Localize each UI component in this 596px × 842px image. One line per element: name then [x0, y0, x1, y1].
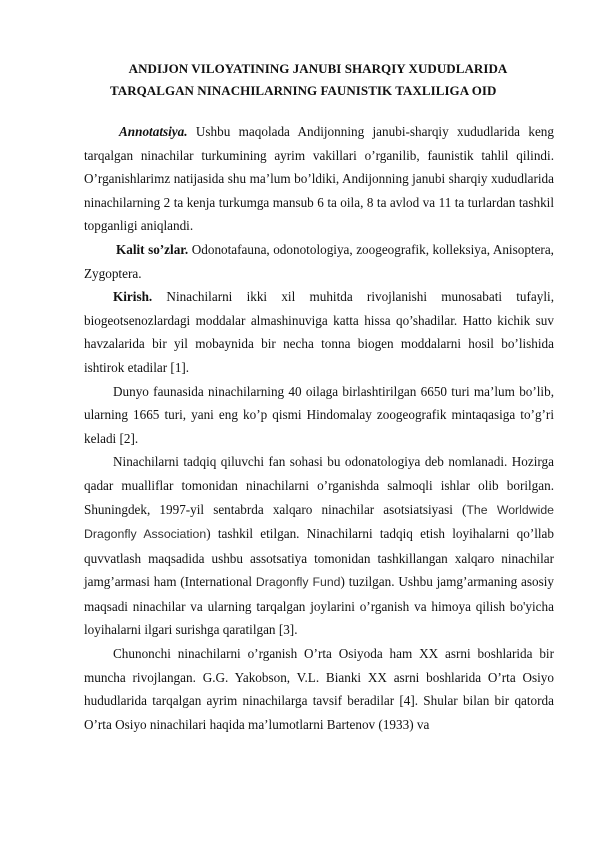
paragraph-4: Chunonchi ninachilarni o’rganish O’rta Osiyoda ham XX asrni boshlarida bir muncha rivojlangan. G.G. Yakobson, V.L. Bianki XX asrni boshlarida O’rta Osiyo hududlarida tarqalgan ayrim ninachilarga tavsif beradilar [4]. Shular bilan bir qatorda O’rta Osiyo ninachilari haqida ma’lumotlarni Bartenov (1933) va: [84, 646, 554, 732]
keywords-text: Odonotafauna, odonotologiya, zoogeografik, kolleksiya, Anisoptera, Zygoptera.: [84, 241, 554, 281]
introduction-text: Ninachilarni ikki xil muhitda rivojlanishi munosabati tufayli, biogeotsenozlardagi moddalar almashinuviga katta hissa qo’shadilar. Hatto kichik suv havzalarida bir yil mobaynida bir necha tonna biogen moddalarni hosil bo’lishida ishtirok etadilar [1].: [84, 289, 554, 375]
abstract-label: Annotatsiya.: [119, 124, 188, 139]
abstract-text: Ushbu maqolada Andijonning janubi-sharqiy xududlarida keng tarqalgan ninachilar turkumining ayrim vakillari o’rganilib, faunistik tahlil qilindi. O’rganishlarimz natijasida shu ma’lum bo’ldiki, Andijonning janubi sharqiy xududlarida ninachilarning 2 ta kenja turkumga mansub 6 ta oila, 8 ta avlod va 11 ta turlardan tashkil topganligi aniqlandi.: [84, 124, 554, 234]
paragraph-3-part-3: ) tuzilgan. Ushbu jamg’armaning asosiy maqsadi ninachilar va ularning tarqalgan joylarini o’rganish va himoya qilish bo'yicha loyihalarni ilgari surishga qaratilgan [3].: [84, 574, 554, 638]
title-line-2: TARQALGAN NINACHILARNING FAUNISTIK TAXLILIGA OID: [110, 83, 497, 98]
paragraph-3: [84, 450, 554, 642]
keywords-paragraph: [84, 238, 554, 285]
article-body: [84, 120, 554, 736]
paragraph-2: Dunyo faunasida ninachilarning 40 oilaga birlashtirilgan 6650 turi ma’lum bo’lib, ularning 1665 turi, yani eng ko’p qismi Hindomalay zoogeografik mintaqasiga to’g’ri keladi [2].: [84, 383, 554, 446]
abstract-paragraph: [84, 120, 554, 238]
paragraph-3-part-1: Ninachilarni tadqiq qiluvchi fan sohasi bu odonatologiya deb nomlanadi. Hozirga qadar mualliflar tomonidan ninachilarni o’rganishda salmoqli ishlar olib borilgan. Shuningdek, 1997-yil sentabrda xalqaro ninachilar asotsiatsiyasi (: [84, 454, 554, 517]
title-line-1: ANDIJON VILOYATINING JANUBI SHARQIY XUDUDLARIDA: [128, 61, 508, 76]
fund-name: Dragonfly Fund: [255, 575, 341, 590]
introduction-label: Kirish.: [113, 289, 153, 305]
organization-name: The Worldwide Dragonfly Association: [84, 502, 554, 542]
keywords-label: Kalit so’zlar.: [116, 241, 189, 257]
paragraph-3-part-2: ) tashkil etilgan. Ninachilarni tadqiq etish loyihalarni qo’llab quvvatlash maqsadida ushbu assotsatiya tomonidan tashkillangan xalqaro ninachilar jamg’armasi ham (International: [84, 526, 554, 590]
introduction-paragraph: [84, 285, 554, 379]
